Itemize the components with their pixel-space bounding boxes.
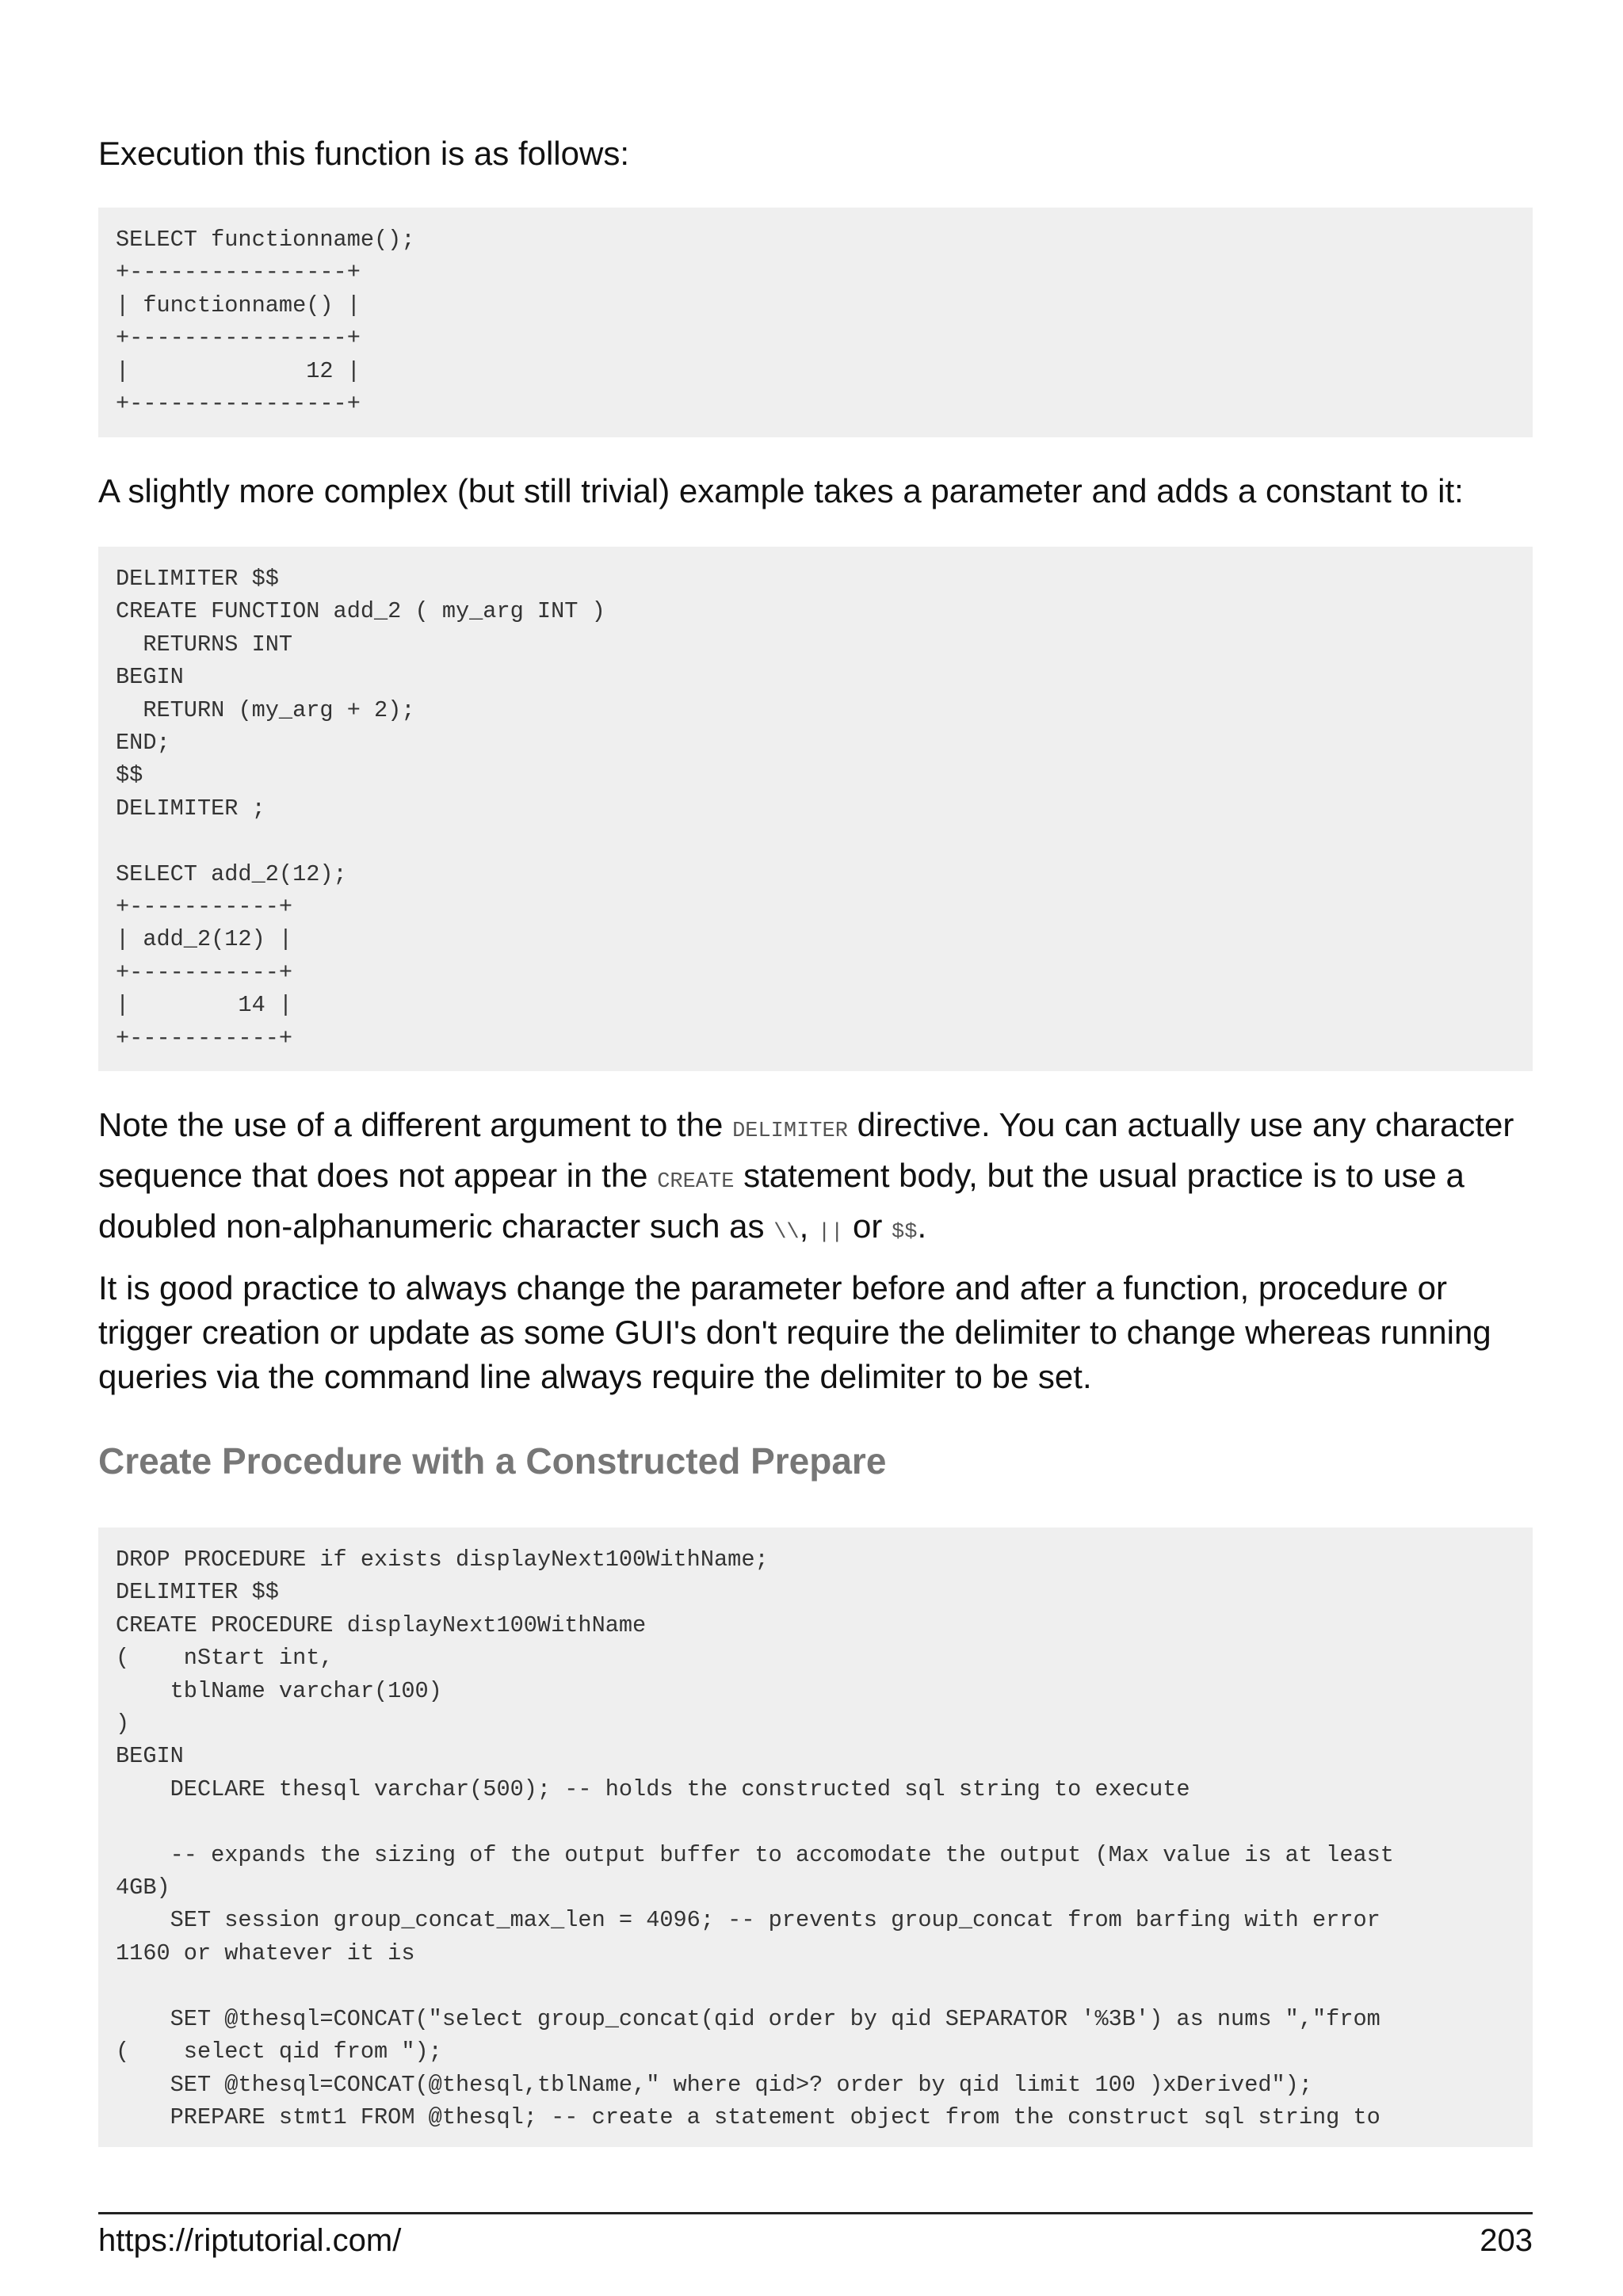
code-block-select-function: SELECT functionname(); +----------------+ | functionname() | +----------------+ | 12 | +----------------+ — [98, 208, 1533, 437]
inline-code-dollars: $$ — [892, 1221, 918, 1245]
note-text-2: directive. You can actually use any character sequence that does not appear in the — [98, 1106, 1514, 1194]
page-number: 203 — [1480, 2223, 1533, 2258]
note-text-4: , — [799, 1207, 818, 1245]
footer-divider — [98, 2212, 1533, 2214]
inline-code-pipes: || — [817, 1221, 844, 1245]
note-text-1: Note the use of a different argument to the — [98, 1106, 733, 1143]
paragraph-complex-example: A slightly more complex (but still trivial) example takes a parameter and adds a constant to it: — [98, 472, 1464, 509]
footer-url: https://riptutorial.com/ — [98, 2223, 402, 2258]
note-text-3: statement body, but the usual practice is to use a doubled non-alphanumeric character such as — [98, 1157, 1465, 1245]
inline-code-backslashes: \\ — [773, 1221, 800, 1245]
inline-code-create: CREATE — [657, 1170, 735, 1194]
inline-code-delimiter: DELIMITER — [732, 1119, 848, 1143]
section-heading: Create Procedure with a Constructed Prepare — [98, 1440, 887, 1482]
code-block-add-function: DELIMITER $$ CREATE FUNCTION add_2 ( my_arg INT ) RETURNS INT BEGIN RETURN (my_arg + 2); END; $$ DELIMITER ; SELECT add_2(12); +-----------+ | add_2(12) | +-----------+ | 14 | +-----------+ — [98, 547, 1533, 1071]
good-practice-paragraph: It is good practice to always change the parameter before and after a function, procedure or trigger creation or update as some GUI's don't require the delimiter to change whereas running queries via the command line always require the delimiter to be set. — [98, 1269, 1491, 1395]
note-text-6: . — [917, 1207, 927, 1245]
code-block-procedure: DROP PROCEDURE if exists displayNext100WithName; DELIMITER $$ CREATE PROCEDURE displayNext100WithName ( nStart int, tblName varchar(100) ) BEGIN DECLARE thesql varchar(500); -- holds the constructed sql string to execute -- expands the sizing of the output buffer to accomodate the output (Max value is at least 4GB) SET session group_concat_max_len = 4096; -- prevents group_concat from barfing with error 1160 or whatever it is SET @thesql=CONCAT("select group_concat(qid order by qid SEPARATOR '%3B') as nums ","from ( select qid from "); SET @thesql=CONCAT(@thesql,tblName," where qid>? order by qid limit 100 )xDerived"); PREPARE stmt1 FROM @thesql; -- create a statement object from the construct sql string to — [98, 1527, 1533, 2147]
intro-paragraph: Execution this function is as follows: — [98, 135, 629, 172]
note-text-5: or — [843, 1207, 892, 1245]
note-paragraph — [98, 1103, 1533, 1255]
